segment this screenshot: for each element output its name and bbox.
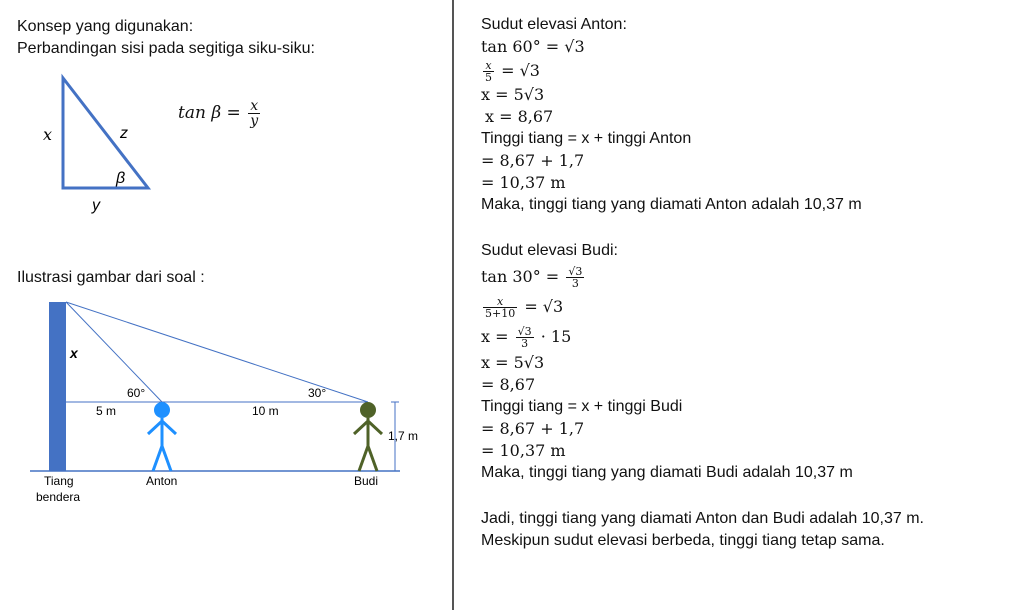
illustration-figure <box>0 296 440 516</box>
anton-figure <box>148 402 176 471</box>
final-conclusion-2: Meskipun sudut elevasi berbeda, tinggi tiang tetap sama. <box>481 532 885 549</box>
budi-eq7: = 8,67 + 1,7 <box>481 419 585 438</box>
distance-10-label: 10 m <box>252 404 279 418</box>
budi-title: Sudut elevasi Budi: <box>481 242 618 259</box>
tan-formula <box>178 98 262 128</box>
budi-eq1: tan 30° = $\frac{√3}{3}$ <box>481 265 583 290</box>
right-triangle <box>63 78 148 188</box>
budi-eq2: $\frac{x}{5+10}$ = √3 <box>485 295 564 320</box>
distance-5-label: 5 m <box>96 404 117 418</box>
concept-heading: Konsep yang digunakan: <box>17 18 194 35</box>
budi-eq6: Tinggi tiang = x + tinggi Budi <box>481 398 683 415</box>
formula-den: y <box>250 113 259 129</box>
angle-30-label: 30° <box>308 386 327 400</box>
budi-label: Budi <box>354 474 379 488</box>
budi-conclusion: Maka, tinggi tiang yang diamati Budi adalah 10,37 m <box>481 464 853 481</box>
budi-eq8: = 10,37 m <box>481 441 566 460</box>
concept-subheading: Perbandingan sisi pada segitiga siku-siku: <box>17 40 315 57</box>
anton-eq7: = 10,37 m <box>481 173 566 192</box>
pole-label-2: bendera <box>36 490 81 504</box>
column-divider <box>452 0 454 610</box>
budi-eq3: x = $\frac{√3}{3}$ · 15 <box>481 325 572 350</box>
anton-eq3: x = 5√3 <box>481 85 545 104</box>
angle-60-label: 60° <box>127 386 146 400</box>
anton-label: Anton <box>146 474 178 488</box>
formula-lhs: tan β = <box>178 103 241 123</box>
solution-column <box>481 14 1021 552</box>
anton-sightline <box>66 302 162 402</box>
budi-figure <box>354 402 382 471</box>
anton-eq2: $\frac{x}{5}$ = √3 <box>485 59 540 84</box>
anton-eq6: = 8,67 + 1,7 <box>481 151 585 170</box>
side-y-label: y <box>92 197 100 214</box>
budi-eq5: = 8,67 <box>481 375 536 394</box>
pole-x-label: x <box>70 345 78 361</box>
final-conclusion-1: Jadi, tinggi tiang yang diamati Anton dan Budi adalah 10,37 m. <box>481 510 924 527</box>
anton-eq4: x = 8,67 <box>485 107 554 126</box>
anton-title: Sudut elevasi Anton: <box>481 16 627 33</box>
pole-label-1: Tiang <box>44 474 74 488</box>
budi-eq4: x = 5√3 <box>481 353 545 372</box>
flagpole <box>49 302 66 471</box>
formula-num: x <box>248 99 260 114</box>
side-z-label: z <box>120 125 128 142</box>
anton-eq2-fraction: $\frac{x}{5}$ <box>485 59 492 84</box>
anton-eq1: tan 60° = √3 <box>481 37 585 56</box>
height-label: 1,7 m <box>388 429 419 443</box>
triangle-diagram <box>30 70 230 220</box>
anton-eq5: Tinggi tiang = x + tinggi Anton <box>481 130 692 147</box>
angle-beta-label: β <box>116 170 126 187</box>
side-x-label: x <box>43 125 53 144</box>
anton-conclusion: Maka, tinggi tiang yang diamati Anton adalah 10,37 m <box>481 196 862 213</box>
illustration-title: Ilustrasi gambar dari soal : <box>17 269 205 286</box>
formula-fraction <box>248 99 260 128</box>
